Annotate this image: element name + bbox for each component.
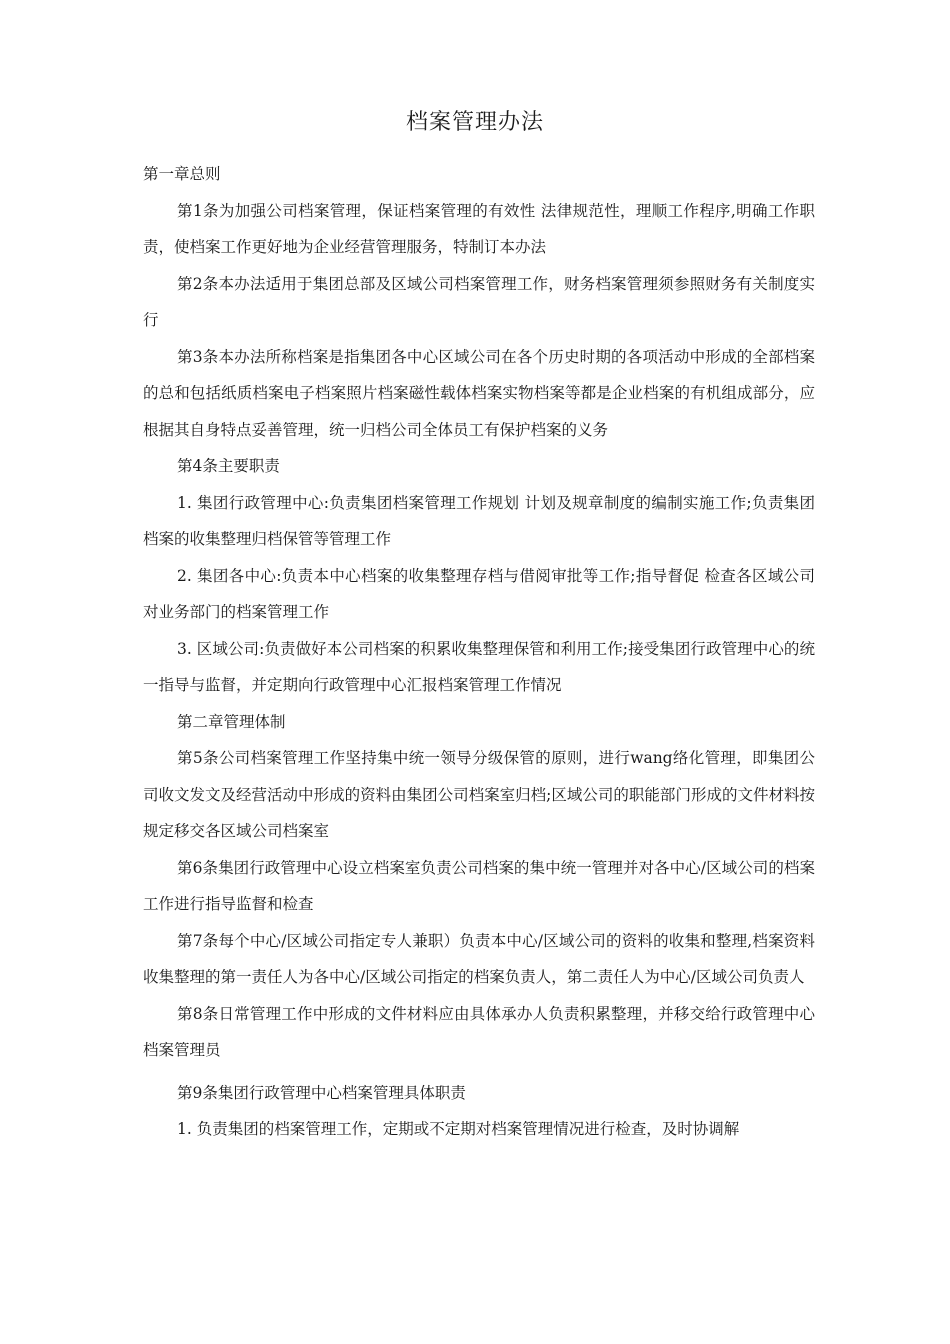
document-body	[143, 156, 815, 1148]
document-title: 档案管理办法	[405, 110, 544, 135]
article-4-item-1: 1. 集团行政管理中心:负责集团档案管理工作规划 计划及规章制度的编制实施工作;负责集团档案的收集整理归档保管等管理工作	[143, 493, 815, 548]
article-3: 第3条本办法所称档案是指集团各中心区域公司在各个历史时期的各项活动中形成的全部档案的总和包括纸质档案电子档案照片档案磁性载体档案实物档案等都是企业档案的有机组成部分，应根据其自身特点妥善管理，统一归档公司全体员工有保护档案的义务	[143, 347, 815, 439]
article-6: 第6条集团行政管理中心设立档案室负责公司档案的集中统一管理并对各中心/区域公司的档案工作进行指导监督和检查	[143, 858, 815, 913]
chapter-heading-2: 第二章管理体制	[177, 712, 286, 731]
article-9: 第9条集团行政管理中心档案管理具体职责	[177, 1083, 466, 1102]
article-7: 第7条每个中心/区域公司指定专人兼职）负责本中心/区域公司的资料的收集和整理,档案资料收集整理的第一责任人为各中心/区域公司指定的档案负责人，第二责任人为中心/区域公司负责人	[143, 931, 815, 986]
article-1: 第1条为加强公司档案管理，保证档案管理的有效性 法律规范性，理顺工作程序,明确工作职责，使档案工作更好地为企业经营管理服务，特制订本办法	[143, 201, 815, 256]
chapter-heading-1: 第一章总则	[143, 165, 221, 183]
article-2: 第2条本办法适用于集团总部及区域公司档案管理工作，财务档案管理须参照财务有关制度实行	[143, 274, 815, 329]
article-4-item-2: 2. 集团各中心:负责本中心档案的收集整理存档与借阅审批等工作;指导督促 检查各区域公司对业务部门的档案管理工作	[143, 566, 815, 621]
article-5: 第5条公司档案管理工作坚持集中统一领导分级保管的原则，进行wang络化管理，即集团公司收文发文及经营活动中形成的资料由集团公司档案室归档;区域公司的职能部门形成的文件材料按规定移交各区域公司档案室	[143, 749, 815, 840]
article-4: 第4条主要职责	[177, 457, 280, 475]
article-4-item-3: 3. 区域公司:负责做好本公司档案的积累收集整理保管和利用工作;接受集团行政管理中心的统一指导与监督，并定期向行政管理中心汇报档案管理工作情况	[143, 639, 815, 694]
article-9-item-1: 1. 负责集团的档案管理工作，定期或不定期对档案管理情况进行检查，及时协调解	[177, 1120, 740, 1138]
article-8: 第8条日常管理工作中形成的文件材料应由具体承办人负责积累整理，并移交给行政管理中心档案管理员	[143, 1004, 815, 1059]
